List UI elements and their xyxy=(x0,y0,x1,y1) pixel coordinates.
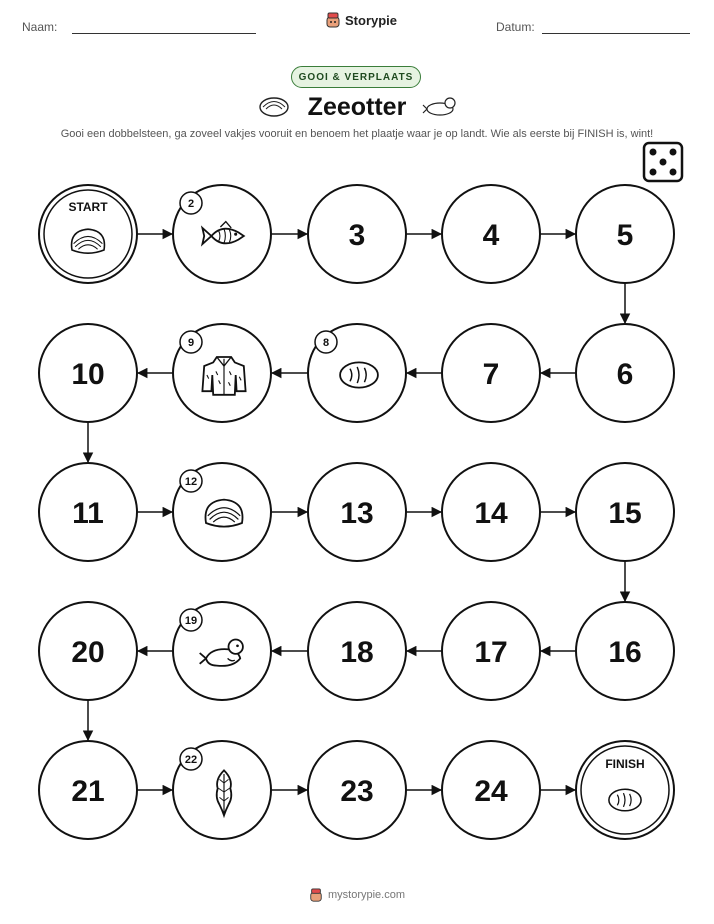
clam-icon xyxy=(205,500,242,527)
instructions: Gooi een dobbelsteen, ga zoveel vakjes vooruit en benoem het plaatje waar je op landt. Wie als eerste bij FINISH is, wint! xyxy=(60,128,654,140)
space-number: 19 xyxy=(184,615,198,627)
space-number: 21 xyxy=(71,775,105,808)
board-space-6[interactable] xyxy=(576,324,674,422)
space-number: 8 xyxy=(322,337,330,349)
board-space-3[interactable] xyxy=(308,185,406,283)
space-number: 11 xyxy=(72,497,104,530)
space-number: 23 xyxy=(340,775,374,808)
space-number: 20 xyxy=(71,636,105,669)
clam-icon xyxy=(72,229,105,253)
game-type-badge: GOOI & VERPLAATS xyxy=(291,66,421,88)
board-space-20[interactable] xyxy=(39,602,137,700)
finish-space[interactable] xyxy=(576,741,674,839)
bread-icon xyxy=(609,789,641,810)
board-space-19[interactable] xyxy=(173,602,271,700)
footer xyxy=(0,888,714,902)
space-number: 14 xyxy=(474,497,508,530)
space-number: 5 xyxy=(616,219,634,252)
board-space-23[interactable] xyxy=(308,741,406,839)
board-space-12[interactable] xyxy=(173,463,271,561)
board-space-16[interactable] xyxy=(576,602,674,700)
bread-icon xyxy=(340,362,378,387)
board-space-17[interactable] xyxy=(442,602,540,700)
board-space-18[interactable] xyxy=(308,602,406,700)
page-title: Zeeotter xyxy=(307,93,407,121)
space-number: 12 xyxy=(184,476,198,488)
board-space-13[interactable] xyxy=(308,463,406,561)
finish-label: FINISH xyxy=(605,757,645,771)
board-space-21[interactable] xyxy=(39,741,137,839)
space-number: 15 xyxy=(608,497,642,530)
board-space-14[interactable] xyxy=(442,463,540,561)
space-number: 13 xyxy=(340,497,374,530)
space-number: 3 xyxy=(348,219,366,252)
space-number: 6 xyxy=(616,358,634,391)
space-number: 2 xyxy=(187,198,195,210)
date-label: Datum: xyxy=(496,20,535,34)
board-space-15[interactable] xyxy=(576,463,674,561)
space-number: 18 xyxy=(340,636,374,669)
board-space-9[interactable] xyxy=(173,324,271,422)
space-number: 16 xyxy=(608,636,642,669)
space-number: 17 xyxy=(474,636,508,669)
start-space[interactable] xyxy=(39,185,137,283)
board-space-2[interactable] xyxy=(173,185,271,283)
board-space-8[interactable] xyxy=(308,324,406,422)
board-space-22[interactable] xyxy=(173,741,271,839)
board-space-7[interactable] xyxy=(442,324,540,422)
footer-url[interactable]: mystorypie.com xyxy=(327,889,406,901)
space-number: 7 xyxy=(482,358,500,391)
space-number: 24 xyxy=(474,775,508,808)
mascot-icon xyxy=(309,888,323,902)
board-space-4[interactable] xyxy=(442,185,540,283)
board-space-5[interactable] xyxy=(576,185,674,283)
space-number: 10 xyxy=(71,358,105,391)
board-space-10[interactable] xyxy=(39,324,137,422)
space-number: 4 xyxy=(482,219,500,252)
space-number: 22 xyxy=(184,754,198,766)
space-number: 9 xyxy=(187,337,195,349)
board-space-24[interactable] xyxy=(442,741,540,839)
name-label: Naam: xyxy=(22,20,58,34)
board-space-11[interactable] xyxy=(39,463,137,561)
start-label: START xyxy=(68,200,108,214)
brand-name: Storypie xyxy=(345,12,398,28)
